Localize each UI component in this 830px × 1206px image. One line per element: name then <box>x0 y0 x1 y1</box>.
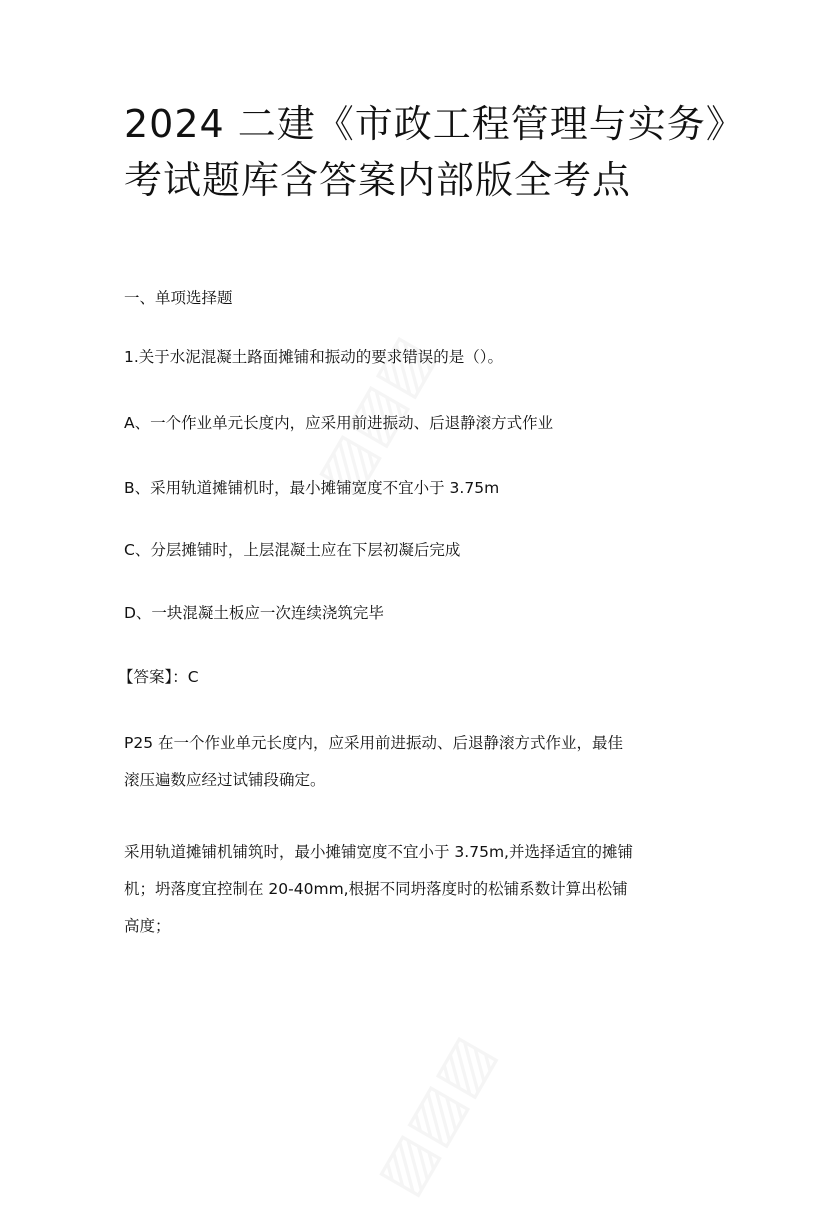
answer: 【答案】：C <box>118 668 199 686</box>
explanation-line: 采用轨道摊铺机铺筑时，最小摊铺宽度不宜小于 3.75m,并选择适宜的摊铺 <box>124 843 633 861</box>
watermark <box>362 1024 508 1206</box>
document-title-line-1: 2024 二建《市政工程管理与实务》 <box>124 102 745 146</box>
question-stem: 1.关于水泥混凝土路面摊铺和振动的要求错误的是（）。 <box>124 348 504 366</box>
option-c: C、分层摊铺时，上层混凝土应在下层初凝后完成 <box>124 541 461 559</box>
explanation-line: P25 在一个作业单元长度内，应采用前进振动、后退静滚方式作业，最佳 <box>124 734 623 752</box>
explanation-line: 滚压遍数应经过试铺段确定。 <box>124 771 326 789</box>
explanation-line: 高度； <box>124 917 171 935</box>
document-title-line-2: 考试题库含答案内部版全考点 <box>124 158 632 202</box>
option-a: A、一个作业单元长度内，应采用前进振动、后退静滚方式作业 <box>124 414 554 432</box>
section-heading: 一、单项选择题 <box>124 289 233 307</box>
explanation-line: 机；坍落度宜控制在 20-40mm,根据不同坍落度时的松铺系数计算出松铺 <box>124 880 628 898</box>
option-b: B、采用轨道摊铺机时，最小摊铺宽度不宜小于 3.75m <box>124 479 500 497</box>
option-d: D、一块混凝土板应一次连续浇筑完毕 <box>124 604 384 622</box>
